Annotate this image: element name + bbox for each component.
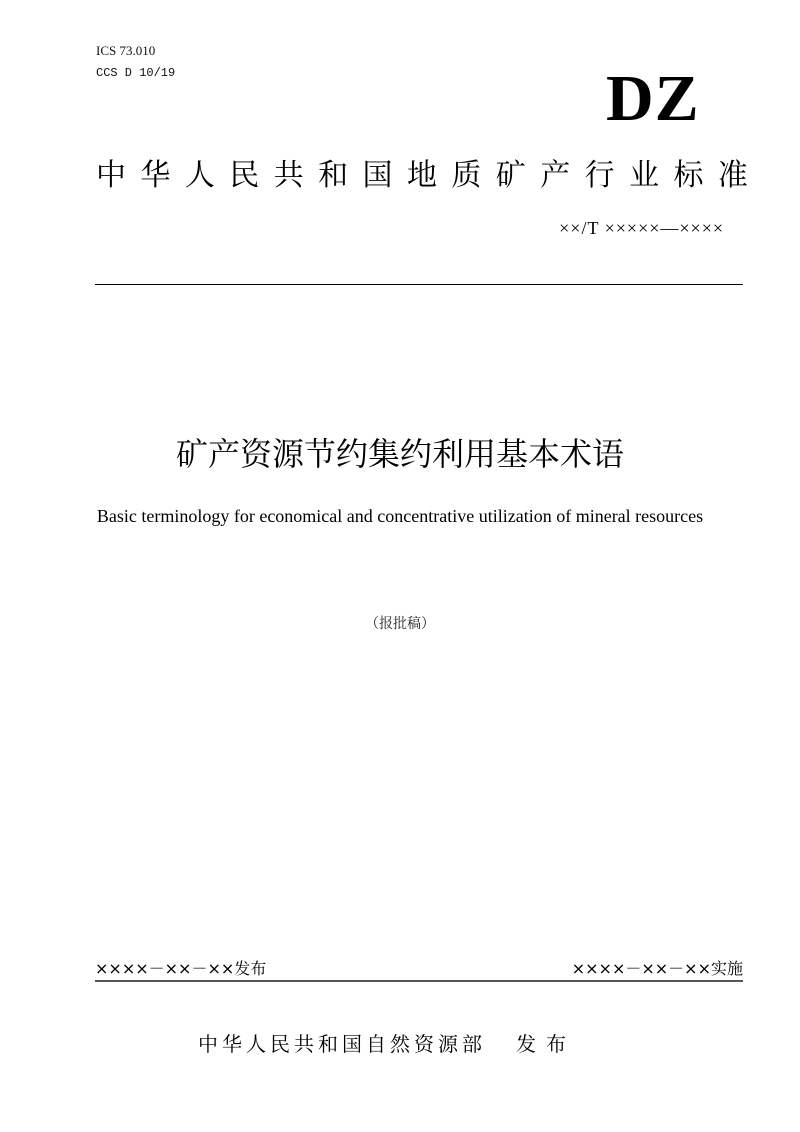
header-divider: [95, 284, 743, 285]
publish-label: 发布: [516, 1032, 576, 1056]
title-char: 国: [362, 158, 393, 193]
dates-row: [95, 958, 743, 982]
dz-logo: DZ: [606, 62, 700, 135]
issuer-name: 中华人民共和国自然资源部: [198, 1032, 486, 1056]
draft-status: （报批稿）: [365, 616, 435, 632]
title-char: 质: [451, 158, 482, 193]
industry-standard-title: [96, 156, 748, 196]
title-char: 产: [540, 158, 571, 193]
title-char: 标: [673, 158, 704, 193]
title-char: 行: [584, 158, 615, 193]
document-title-cn: 矿产资源节约集约利用基本术语: [175, 435, 624, 473]
title-char: 人: [184, 158, 215, 193]
title-char: 准: [717, 158, 748, 193]
implementation-date: ××××－××－××实施: [571, 959, 743, 978]
title-char: 矿: [495, 158, 526, 193]
title-char: 华: [140, 158, 171, 193]
standard-number: ××/T ×××××—××××: [559, 218, 724, 238]
title-char: 中: [96, 158, 126, 193]
title-char: 和: [318, 158, 349, 193]
classification-codes: [96, 40, 175, 84]
issuer-line: [198, 1030, 576, 1058]
issue-date: ××××－××－××发布: [95, 959, 267, 978]
title-char: 业: [629, 158, 660, 193]
title-char: 民: [229, 158, 260, 193]
document-title-en: Basic terminology for economical and concentrative utilization of mineral resources: [96, 506, 704, 526]
title-char: 共: [273, 158, 304, 193]
title-char: 地: [406, 158, 437, 193]
ics-code: ICS 73.010: [96, 43, 156, 58]
ccs-code: CCS D 10/19: [96, 66, 176, 80]
